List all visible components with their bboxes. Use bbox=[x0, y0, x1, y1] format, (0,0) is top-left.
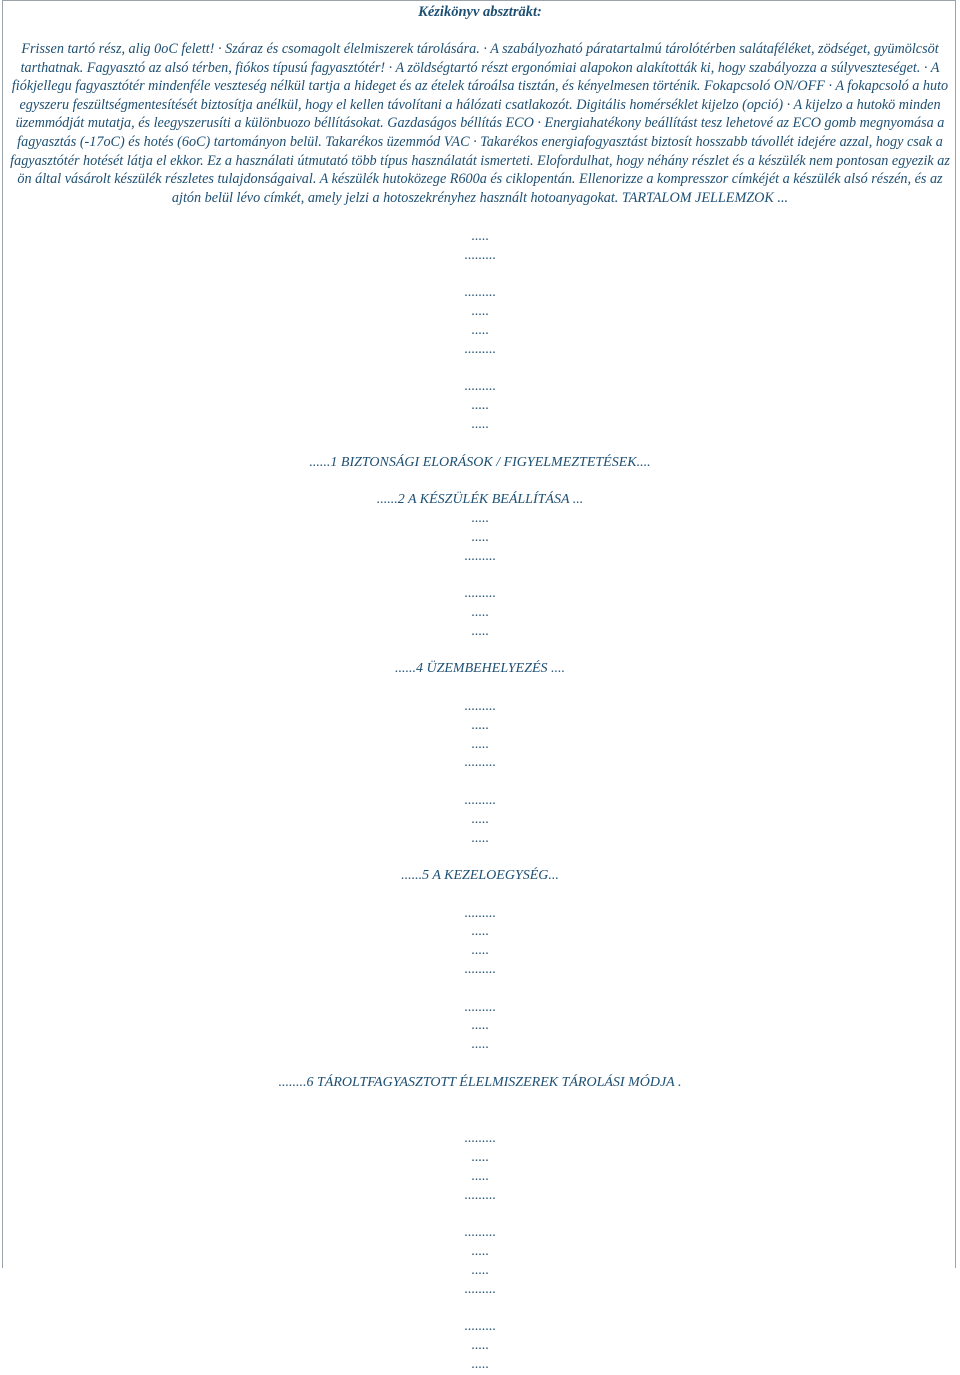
toc-line: ..... bbox=[471, 604, 489, 620]
toc-line: ..... bbox=[471, 229, 489, 244]
toc-line: ......... bbox=[464, 792, 496, 808]
toc-line bbox=[0, 980, 960, 999]
toc-line: ......... bbox=[464, 548, 496, 564]
toc-line bbox=[0, 1111, 960, 1130]
toc-line: ......... bbox=[464, 1281, 496, 1297]
toc-heading: ......1 BIZTONSÁGI ELORÁSOK / FIGYELMEZTETÉSEK.... bbox=[309, 454, 651, 470]
toc-line bbox=[0, 1299, 960, 1318]
toc-line: ..... bbox=[471, 924, 489, 940]
toc-line: ..... bbox=[471, 1356, 489, 1372]
toc-line: ..... bbox=[471, 1168, 489, 1184]
toc-line bbox=[0, 1055, 960, 1074]
toc-line: ..... bbox=[471, 398, 489, 414]
toc-line: ......... bbox=[464, 341, 496, 357]
toc-line: ..... bbox=[471, 510, 489, 526]
toc-line: ......... bbox=[464, 999, 496, 1015]
toc-line bbox=[0, 679, 960, 698]
toc-line: ..... bbox=[471, 623, 489, 639]
toc-line: ......... bbox=[464, 1131, 496, 1147]
toc-line: ......... bbox=[464, 698, 496, 714]
toc-line: ..... bbox=[471, 830, 489, 846]
toc-heading: ......2 A KÉSZÜLÉK BEÁLLÍTÁSA ... bbox=[376, 492, 584, 508]
toc-line: ..... bbox=[471, 1262, 489, 1278]
toc-line bbox=[0, 1093, 960, 1112]
toc-line: ......... bbox=[464, 1225, 496, 1241]
toc-line: ..... bbox=[471, 1150, 489, 1166]
toc-line bbox=[0, 1205, 960, 1224]
toc-line bbox=[0, 435, 960, 454]
toc-heading: ........6 TÁROLTFAGYASZTOTT ÉLELMISZEREK TÁROLÁSI MÓDJA . bbox=[278, 1074, 682, 1090]
toc-line: ..... bbox=[471, 1018, 489, 1034]
toc-line: ......... bbox=[464, 379, 496, 395]
toc-line bbox=[0, 472, 960, 491]
toc-line: ..... bbox=[471, 1338, 489, 1354]
toc-line: ..... bbox=[471, 1037, 489, 1053]
toc-line: ..... bbox=[471, 529, 489, 545]
toc-line bbox=[0, 266, 960, 285]
toc-line: ......... bbox=[464, 1319, 496, 1335]
toc-line: ..... bbox=[471, 717, 489, 733]
toc-line: ......... bbox=[464, 962, 496, 978]
abstract-paragraph: Frissen tartó rész, alig 0oC felett! · Száraz és csomagolt élelmiszerek tárolására. · A szabályozható páratartalmú tárolótérben salátaféléket, zödséget, gyümölcsöt tarthatnak. Fagyasztó az alsó térben, fiókos típusú fagyasztótér! · A zöldségtartó részt ergonómiai alapokon alakították ki, hogy szabályozza a súlyveszteséget. · A fiókjellegu fagyasztótér mindenféle veszteség nélkül tartja a hideget és az ételek tároálsa tisztán, és kényelmesen történik. Fokapcsoló ON/OFF · A fokapcsoló a huto egyszeru feszültségmentesítését biztosítja anélkül, hogy el kellen távolítani a hálózati csatlakozót. Digitális homérséklet kijelzo (opció) · A kijelzo a hutokö minden üzemmódját mutatja, és leegyszerusíti a különbuozo béllításokat. Gazdaságos béllítás ECO · Energiahatékony beállítást tesz lehetové az ECO gomb megnyomása a fagyasztás (-17oC) és hotés (6oC) tartományon belül. Takarékos üzemmód VAC · Takarékos energiafogyasztást biztosít hosszabb távollét idejére azzal, hogy csak a fagyasztótér hotését látja el ekkor. Ez a használati útmutató több típus használatát ismerteti. Elofordulhat, hogy néhány részlet és a készülék nem pontosan egyezik az ön által vásárolt készülék részletes tulajdonságaival. A készülék hutoközege R600a és ciklopentán. Ellenorizze a kompresszor címkéjét a készülék alsó részén, és az ajtón belül lévo címkét, amely jelzi a hotoszekrényhez használt hotoanyagokat. TARTALOM JELLEMZOK ... bbox=[10, 41, 950, 206]
table-of-contents bbox=[0, 228, 960, 1375]
toc-line bbox=[0, 642, 960, 661]
toc-line: ..... bbox=[471, 1244, 489, 1260]
toc-line bbox=[0, 886, 960, 905]
toc-line: ..... bbox=[471, 736, 489, 752]
toc-line: ..... bbox=[471, 304, 489, 320]
toc-line: ......... bbox=[464, 905, 496, 921]
toc-line bbox=[0, 360, 960, 379]
toc-line: ..... bbox=[471, 943, 489, 959]
toc-line: ......... bbox=[464, 755, 496, 771]
toc-line: ......... bbox=[464, 1187, 496, 1203]
toc-line: ..... bbox=[471, 811, 489, 827]
document-title: Kézikönyv abszträkt: bbox=[418, 4, 542, 20]
toc-line: ......... bbox=[464, 586, 496, 602]
toc-line: ......... bbox=[464, 285, 496, 301]
toc-line: ......... bbox=[464, 247, 496, 263]
toc-heading: ......5 A KEZELOEGYSÉG... bbox=[401, 868, 559, 884]
toc-line bbox=[0, 773, 960, 792]
toc-line bbox=[0, 848, 960, 867]
toc-line: ..... bbox=[471, 416, 489, 432]
toc-line bbox=[0, 566, 960, 585]
toc-heading: ......4 ÜZEMBEHELYEZÉS .... bbox=[394, 661, 566, 677]
toc-line: ..... bbox=[471, 322, 489, 338]
